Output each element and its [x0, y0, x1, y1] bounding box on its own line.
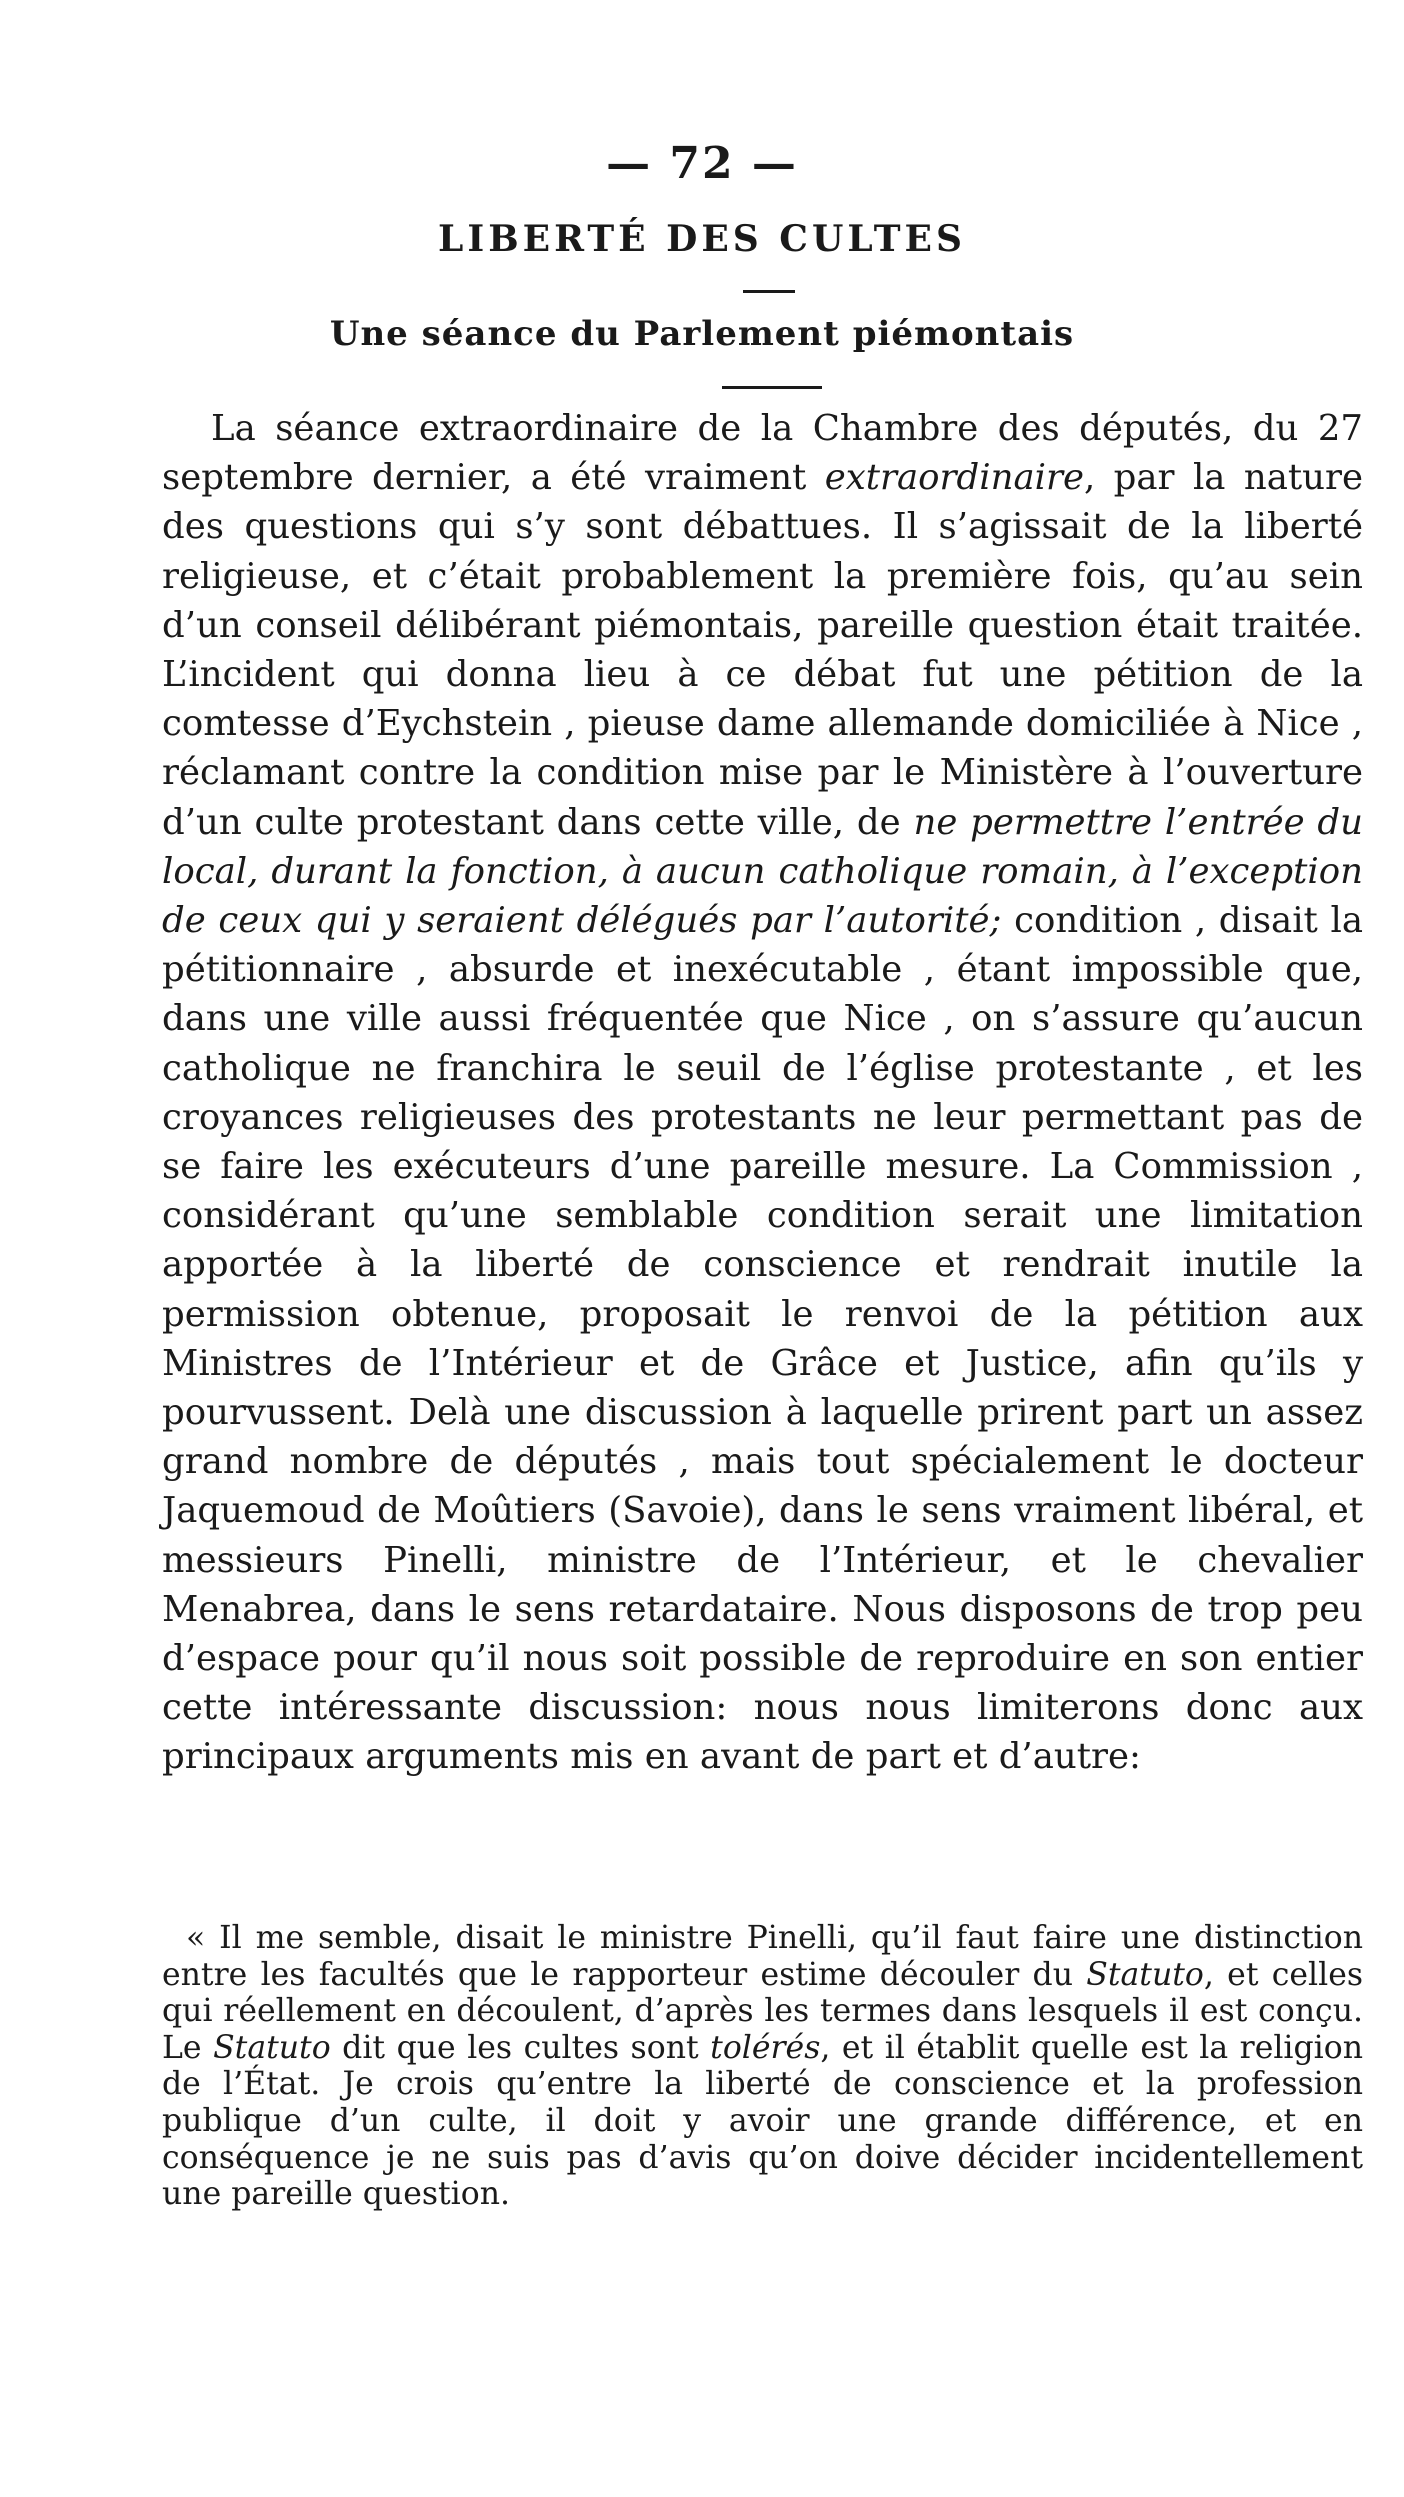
quote-italic-segment: Statuto — [213, 2029, 331, 2066]
quote-text-segment: dit que les cultes sont — [330, 2029, 711, 2066]
article-subtitle: Une séance du Parlement piémontais — [329, 314, 1075, 354]
body-italic-segment: extraordinaire — [824, 457, 1084, 499]
body-italic-segment: ne permettre l’entrée du local, durant la fonction, à aucun catholique romain, à l’exception de ceux qui y seraient délégués par l’autorité; — [162, 801, 1363, 942]
quote-italic-segment: tolérés — [710, 2029, 821, 2066]
body-text-segment: La séance extraordinaire de la Chambre des députés, du 27 septembre dernier, a été vraiment — [162, 408, 1363, 499]
subtitle-divider — [722, 386, 822, 389]
quote-text-segment: , et celles qui réellement en découlent, d’après les termes dans lesquels il est conçu. Le — [162, 1956, 1364, 2066]
page-number: — 72 — — [606, 138, 798, 189]
quote-text-segment: , et il établit quelle est la religion de l’État. Je crois qu’entre la liberté de conscience et la profession publique d’un culte, il doit y avoir une grande différence, et en conséquence je ne suis pas d’avis qu’on doive décider incidentellement une pareille question. — [162, 2029, 1363, 2213]
body-paragraph — [162, 404, 1363, 1782]
section-title: LIBERTÉ DES CULTES — [438, 218, 966, 260]
title-divider — [743, 290, 795, 293]
body-text-segment: condition , disait la pétitionnaire , absurde et inexécutable , étant impossible que, dans une ville aussi fréquentée que Nice , on s’assure qu’aucun catholique ne franchira le seuil de l’église protestante , et les croyances religieuses des protestants ne leur permettant pas de se faire les exécuteurs d’une pareille mesure. La Commission , considérant qu’une semblable condition serait une limitation apportée à la liberté de conscience et rendrait inutile la permission obtenue, proposait le renvoi de la pétition aux Ministres de l’Intérieur et de Grâce et Justice, afin qu’ils y pourvussent. Delà une discussion à laquelle prirent part un assez grand nombre de députés , mais tout spécialement le docteur Jaquemoud de Moûtiers (Savoie), dans le sens vraiment libéral, et messieurs Pinelli, ministre de l’Intérieur, et le chevalier Menabrea, dans le sens retardataire. Nous disposons de trop peu d’espace pour qu’il nous soit possible de reproduire en son entier cette intéressante discussion: nous nous limiterons donc aux principaux arguments mis en avant de part et d’autre: — [162, 900, 1363, 1778]
quote-italic-segment: Statuto — [1086, 1956, 1204, 1993]
body-text-segment: , par la nature des questions qui s’y sont débattues. Il s’agissait de la liberté religieuse, et c’était probablement la première fois, qu’au sein d’un conseil délibérant piémontais, pareille question était traitée. L’incident qui donna lieu à ce débat fut une pétition de la comtesse d’Eychstein , pieuse dame allemande domiciliée à Nice , réclamant contre la condition mise par le Ministère à l’ouverture d’un culte protestant dans cette ville, de — [162, 457, 1364, 843]
quote-paragraph — [162, 1920, 1363, 2213]
quote-text-segment: « Il me semble, disait le ministre Pinelli, qu’il faut faire une distinction entre les facultés que le rapporteur estime découler du — [162, 1920, 1363, 1993]
